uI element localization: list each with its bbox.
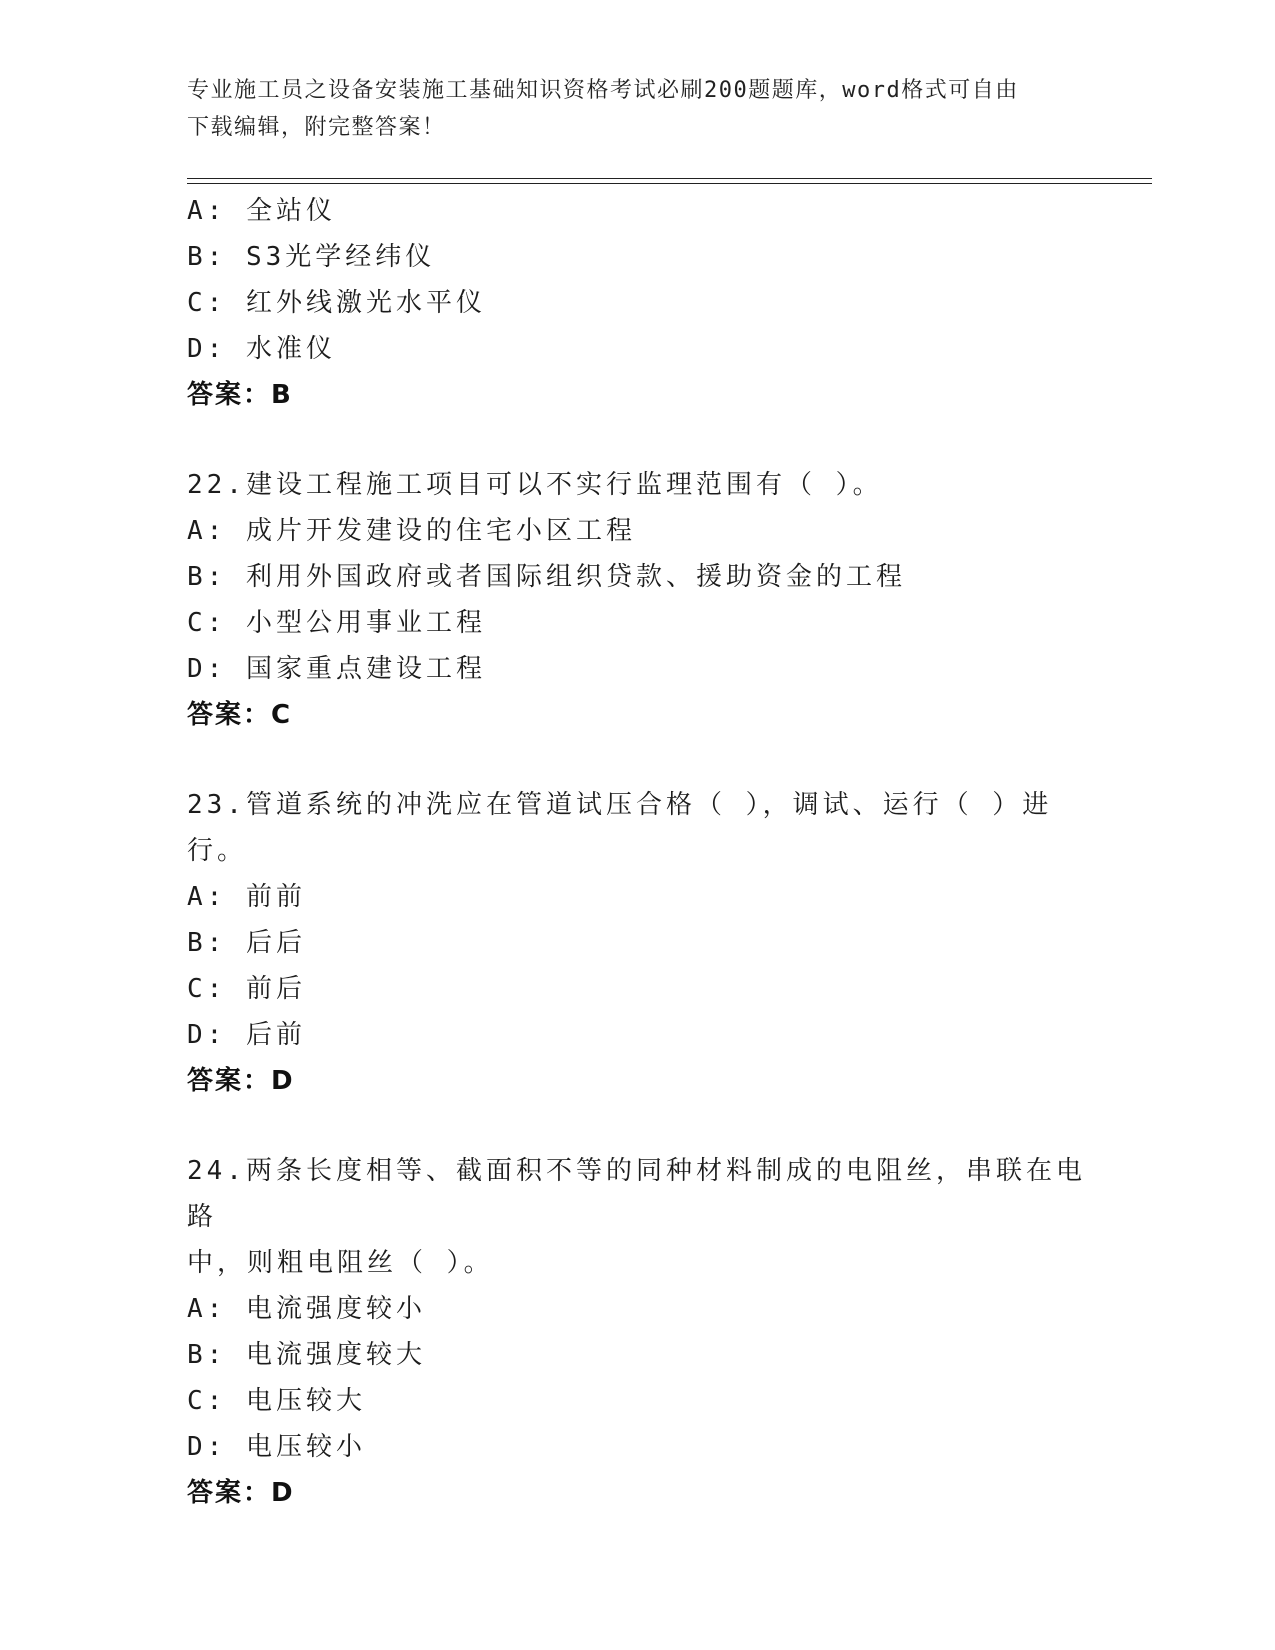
question-text-line-1: 24.两条长度相等、截面积不等的同种材料制成的电阻丝，串联在电路 [187,1156,1086,1232]
header-rule-top [187,178,1152,179]
spacer [187,418,1087,462]
document-header [187,72,1087,146]
option-c: C: 红外线激光水平仪 [187,288,486,318]
answer-line: 答案：D [187,1066,295,1096]
option-d: D: 后前 [187,1020,306,1050]
question-21-block [187,188,1087,418]
question-list [187,188,1087,1516]
question-text: 23.管道系统的冲洗应在管道试压合格（ ），调试、运行（ ）进行。 [187,790,1053,866]
option-d: D: 水准仪 [187,334,336,364]
option-d: D: 国家重点建设工程 [187,654,486,684]
spacer [187,1104,1087,1148]
question-text-line-2: 中，则粗电阻丝（ ）。 [187,1248,494,1278]
option-b: B: 利用外国政府或者国际组织贷款、援助资金的工程 [187,562,906,592]
question-text: 22.建设工程施工项目可以不实行监理范围有（ ）。 [187,470,883,500]
option-c: C: 小型公用事业工程 [187,608,486,638]
header-rule-bottom [187,183,1152,184]
header-line-2: 下载编辑，附完整答案！ [187,115,446,140]
option-a: A: 全站仪 [187,196,336,226]
answer-line: 答案：D [187,1478,295,1508]
question-22-block [187,462,1087,738]
option-b: B: 电流强度较大 [187,1340,426,1370]
answer-line: 答案：B [187,380,293,410]
question-24-block [187,1148,1087,1516]
option-d: D: 电压较小 [187,1432,366,1462]
option-c: C: 前后 [187,974,306,1004]
option-a: A: 前前 [187,882,306,912]
option-c: C: 电压较大 [187,1386,366,1416]
option-b: B: S3光学经纬仪 [187,242,436,272]
question-23-block [187,782,1087,1104]
option-b: B: 后后 [187,928,306,958]
option-a: A: 电流强度较小 [187,1294,426,1324]
answer-line: 答案：C [187,700,293,730]
spacer [187,738,1087,782]
option-a: A: 成片开发建设的住宅小区工程 [187,516,636,546]
header-line-1: 专业施工员之设备安装施工基础知识资格考试必刷200题题库，word格式可自由 [187,78,1019,103]
